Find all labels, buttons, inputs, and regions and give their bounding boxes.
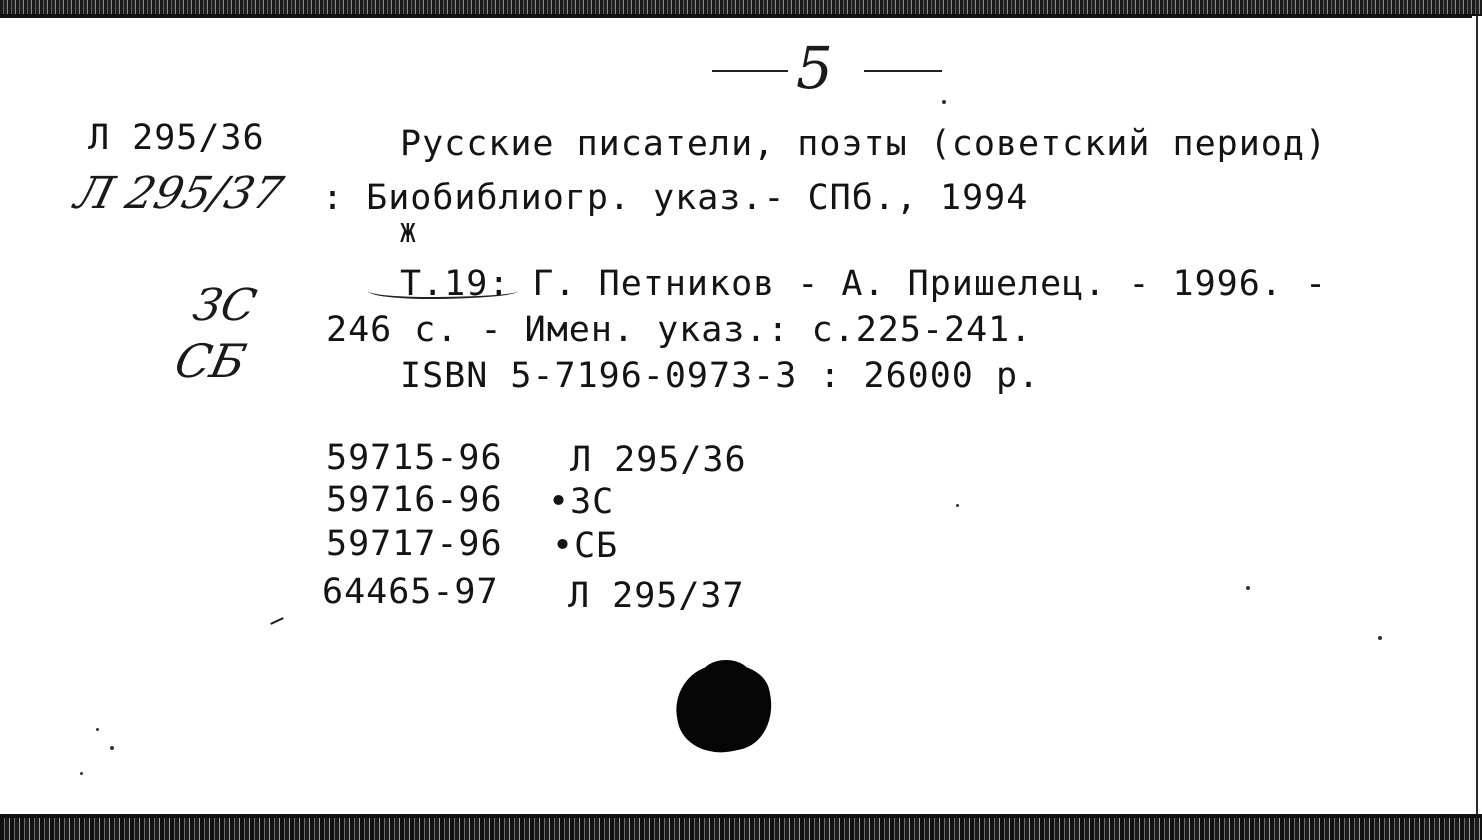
volume-line-2: 246 с. - Имен. указ.: с.225-241. bbox=[326, 310, 1033, 350]
inventory-number: 64465-97 bbox=[322, 572, 499, 612]
scan-speck bbox=[1378, 636, 1382, 640]
page-number-dash-left bbox=[712, 70, 788, 72]
scan-speck bbox=[110, 746, 114, 750]
inventory-location: •ЗС bbox=[548, 482, 615, 522]
inventory-number: 59717-96 bbox=[326, 524, 503, 564]
scan-top-border bbox=[0, 14, 1482, 18]
page-number-dash-right bbox=[864, 70, 942, 72]
asterisk-mark: Ж bbox=[400, 219, 417, 249]
inventory-number: 59715-96 bbox=[326, 438, 503, 478]
volume-prefix: Т.19: bbox=[400, 264, 511, 304]
scan-mark bbox=[270, 617, 284, 625]
title-line-1: Русские писатели, поэты (советский период) bbox=[400, 124, 1328, 164]
scan-speck bbox=[942, 100, 946, 104]
scan-speck bbox=[956, 504, 959, 507]
inventory-location: Л 295/36 bbox=[570, 440, 747, 480]
scan-right-edge bbox=[1472, 16, 1482, 816]
handwritten-code-sb: СБ bbox=[170, 334, 251, 388]
page-number: 5 bbox=[796, 34, 833, 102]
inventory-number: 59716-96 bbox=[326, 480, 503, 520]
isbn-line: ISBN 5-7196-0973-3 : 26000 р. bbox=[400, 356, 1041, 396]
punch-hole-edge bbox=[702, 660, 750, 690]
handwritten-code-zs: ЗС bbox=[188, 280, 261, 331]
volume-line-1 bbox=[400, 264, 1327, 304]
inventory-location: Л 295/37 bbox=[568, 576, 745, 616]
shelfmark-handwritten: Л 295/37 bbox=[69, 168, 288, 219]
scan-bottom-edge bbox=[0, 818, 1482, 840]
scan-speck bbox=[80, 772, 83, 775]
inventory-location: •СБ bbox=[552, 526, 619, 566]
shelfmark-printed: Л 295/36 bbox=[88, 118, 265, 158]
volume-line-1-rest: Г. Петников - А. Пришелец. - 1996. - bbox=[510, 264, 1328, 304]
scan-speck bbox=[96, 728, 99, 731]
scan-speck bbox=[1246, 586, 1250, 590]
title-line-2: : Биобиблиогр. указ.- СПб., 1994 bbox=[322, 178, 1029, 218]
